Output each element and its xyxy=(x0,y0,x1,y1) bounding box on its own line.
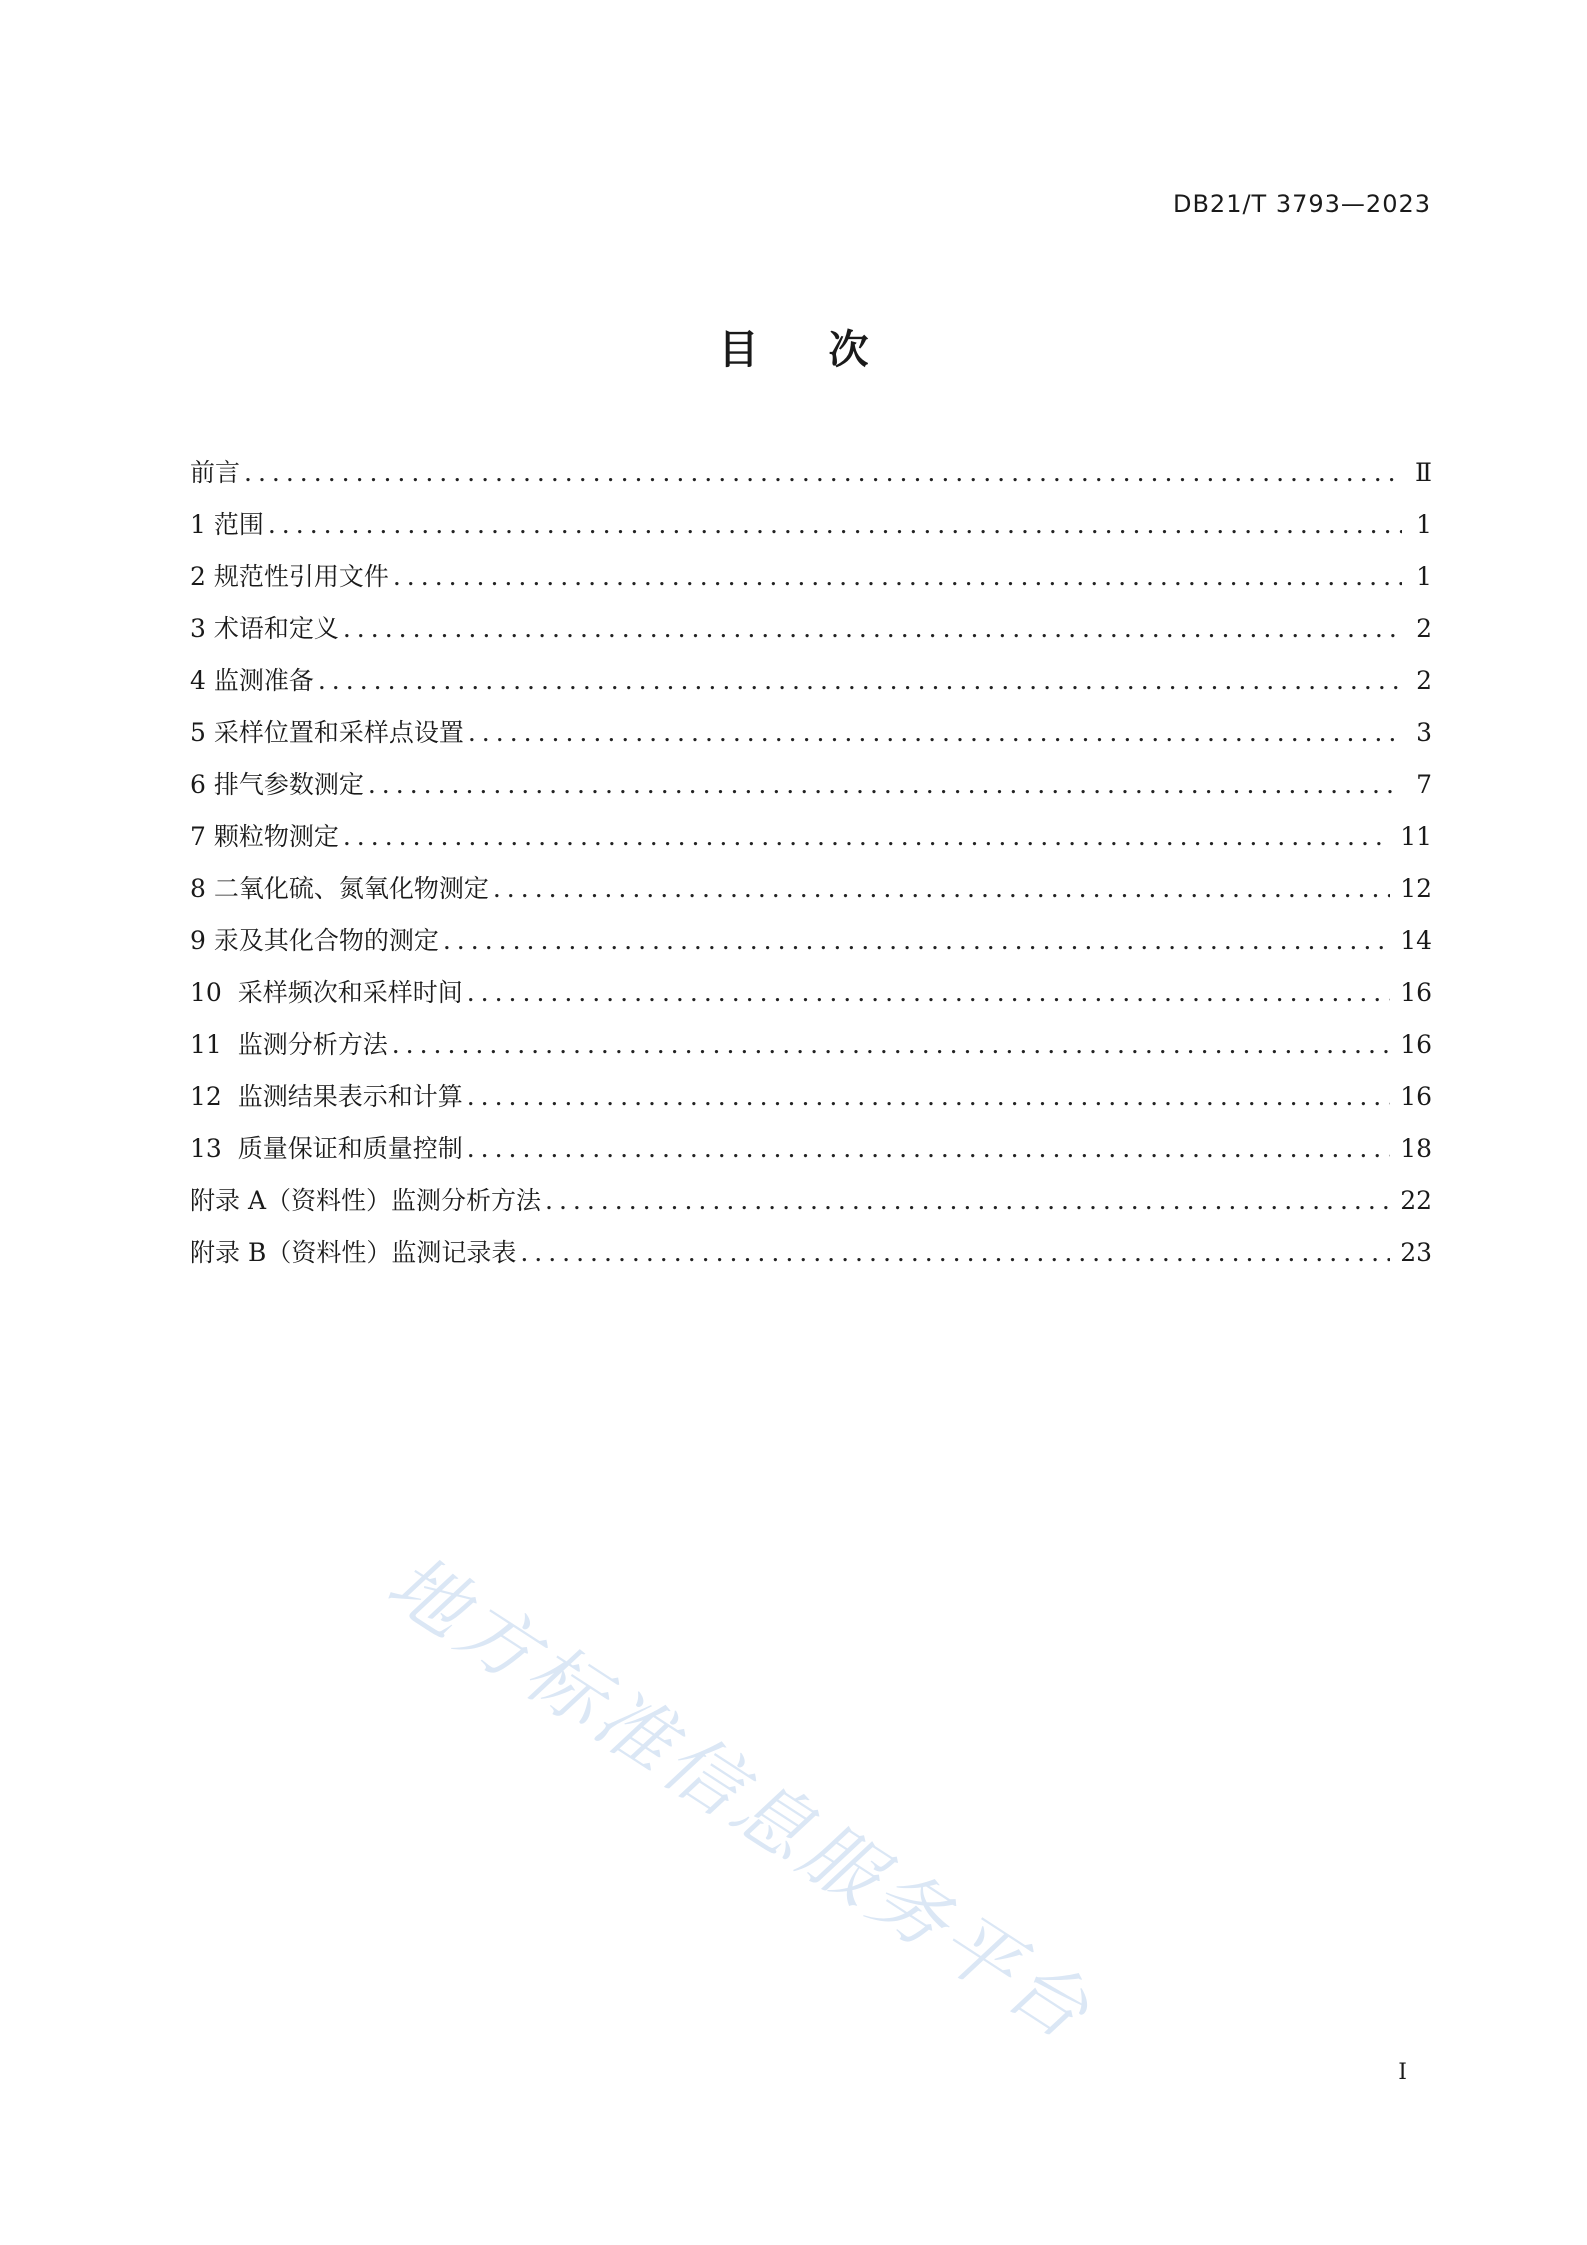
toc-entry[interactable] xyxy=(190,447,1432,499)
toc-leader-dots xyxy=(318,655,1402,707)
toc-leader-dots xyxy=(268,499,1402,551)
toc-entry-label: 8 二氧化硫、氮氧化物测定 xyxy=(190,874,489,903)
toc-entry[interactable] xyxy=(190,759,1432,811)
page-title: 目次 xyxy=(718,327,939,373)
toc-entry[interactable] xyxy=(190,1071,1432,1123)
toc-entry-page: 16 xyxy=(1400,1030,1432,1059)
toc-leader-dots xyxy=(520,1227,1390,1279)
toc-entry[interactable] xyxy=(190,1175,1432,1227)
toc-entry-label: 12 监测结果表示和计算 xyxy=(190,1082,463,1111)
toc-leader-dots xyxy=(393,551,1402,603)
toc-entry-page: 23 xyxy=(1400,1238,1432,1267)
toc-entry[interactable] xyxy=(190,551,1432,603)
toc-entry[interactable] xyxy=(190,863,1432,915)
toc-entry-label: 3 术语和定义 xyxy=(190,614,339,643)
toc-leader-dots xyxy=(443,915,1390,967)
toc-entry-page: 1 xyxy=(1416,510,1432,539)
toc-leader-dots xyxy=(467,967,1390,1019)
toc-leader-dots xyxy=(467,1123,1390,1175)
toc-entry-page: 22 xyxy=(1400,1186,1432,1215)
toc-leader-dots xyxy=(493,863,1390,915)
toc-entry[interactable] xyxy=(190,655,1432,707)
toc-entry[interactable] xyxy=(190,499,1432,551)
toc-entry[interactable] xyxy=(190,1227,1432,1279)
toc-entry[interactable] xyxy=(190,1123,1432,1175)
toc-leader-dots xyxy=(392,1019,1390,1071)
toc-entry-page: 7 xyxy=(1416,770,1432,799)
toc-entry[interactable] xyxy=(190,707,1432,759)
toc-entry-label: 7 颗粒物测定 xyxy=(190,822,339,851)
toc-entry-page: 18 xyxy=(1400,1134,1432,1163)
toc-entry-label: 5 采样位置和采样点设置 xyxy=(190,718,464,747)
toc-entry[interactable] xyxy=(190,811,1432,863)
toc-leader-dots xyxy=(343,811,1390,863)
toc-entry-label: 11 监测分析方法 xyxy=(190,1030,388,1059)
page-number: I xyxy=(1398,2060,1407,2085)
table-of-contents xyxy=(190,447,1432,1279)
toc-leader-dots xyxy=(545,1175,1390,1227)
toc-leader-dots xyxy=(468,707,1402,759)
toc-entry[interactable] xyxy=(190,915,1432,967)
toc-entry-page: 16 xyxy=(1400,1082,1432,1111)
toc-entry-page: 1 xyxy=(1416,562,1432,591)
toc-entry-page: 14 xyxy=(1400,926,1432,955)
toc-entry-page: 2 xyxy=(1416,614,1432,643)
toc-entry-page: 3 xyxy=(1416,718,1432,747)
toc-leader-dots xyxy=(368,759,1402,811)
toc-entry-label: 2 规范性引用文件 xyxy=(190,562,389,591)
toc-entry-label: 附录 B（资料性）监测记录表 xyxy=(190,1238,517,1267)
document-code: DB21/T 3793—2023 xyxy=(1172,190,1431,218)
toc-leader-dots xyxy=(467,1071,1390,1123)
toc-entry[interactable] xyxy=(190,1019,1432,1071)
toc-entry-page: 12 xyxy=(1400,874,1432,903)
toc-entry-page: 11 xyxy=(1400,822,1432,851)
toc-entry[interactable] xyxy=(190,967,1432,1019)
toc-entry-label: 前言 xyxy=(190,458,241,487)
toc-entry-label: 附录 A（资料性）监测分析方法 xyxy=(190,1186,542,1215)
toc-entry-label: 13 质量保证和质量控制 xyxy=(190,1134,463,1163)
toc-entry-page: 2 xyxy=(1416,666,1432,695)
toc-entry[interactable] xyxy=(190,603,1432,655)
toc-leader-dots xyxy=(343,603,1402,655)
watermark: 地方标准信息服务平台 xyxy=(372,1537,1109,2059)
toc-leader-dots xyxy=(244,447,1402,499)
toc-entry-label: 10 采样频次和采样时间 xyxy=(190,978,463,1007)
toc-entry-label: 4 监测准备 xyxy=(190,666,314,695)
toc-entry-page: 16 xyxy=(1400,978,1432,1007)
toc-entry-page: Ⅱ xyxy=(1415,458,1432,487)
toc-entry-label: 6 排气参数测定 xyxy=(190,770,364,799)
toc-entry-label: 1 范围 xyxy=(190,510,264,539)
toc-entry-label: 9 汞及其化合物的测定 xyxy=(190,926,439,955)
